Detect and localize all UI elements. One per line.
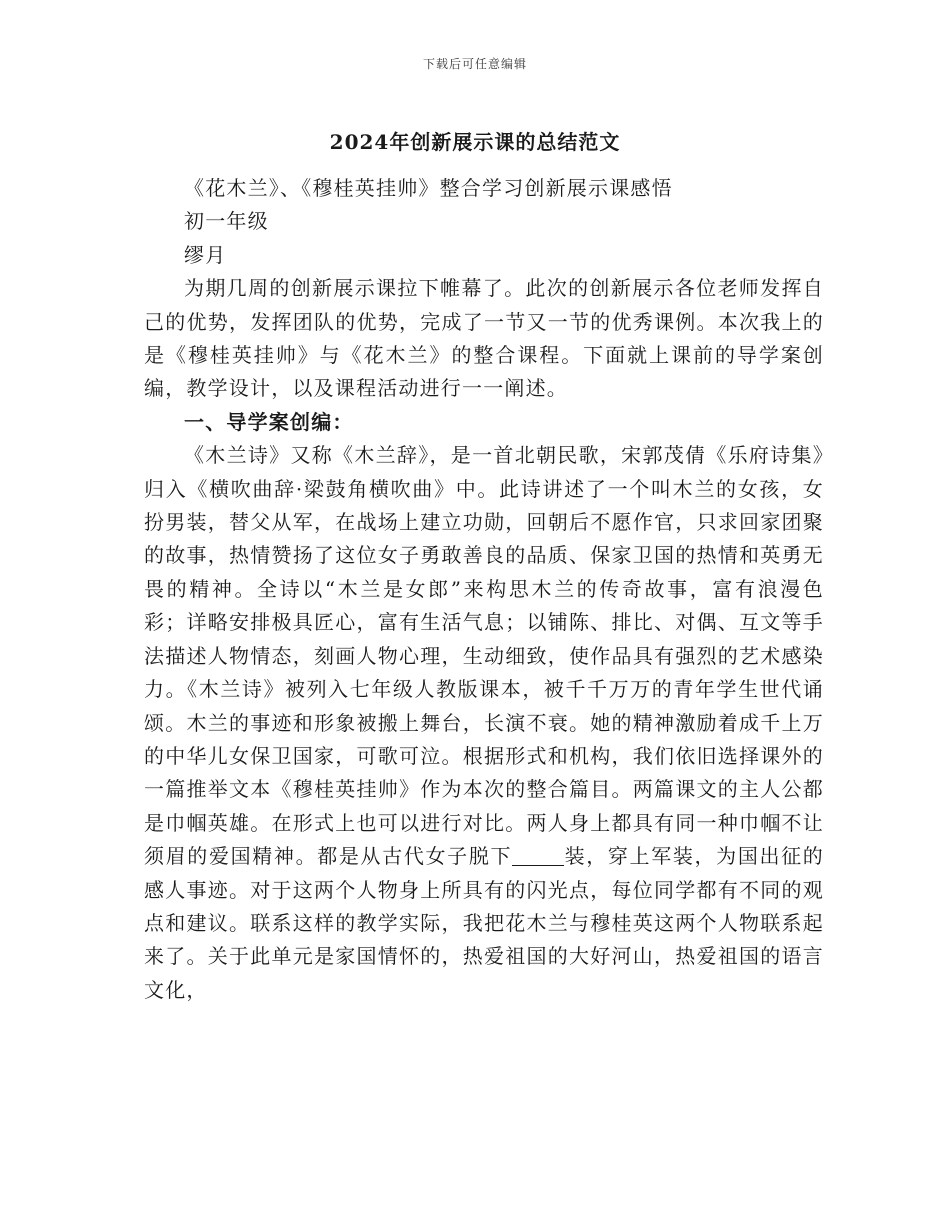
- document-body: [144, 172, 824, 1007]
- section-heading: 一、导学案创编：: [184, 409, 354, 434]
- grade-line: 初一年级: [184, 209, 269, 234]
- page-header-note: 下载后可任意编辑: [422, 57, 527, 71]
- author-line: 缪月: [184, 242, 227, 267]
- document-title: 2024年创新展示课的总结范文: [329, 130, 621, 154]
- document-subtitle: 《花木兰》、《穆桂英挂帅》整合学习创新展示课感悟: [184, 176, 673, 200]
- body-paragraph: [144, 439, 824, 1007]
- body-text-part-2: 装，穿上军装，为国出征的感人事迹。对于这两个人物身上所具有的闪光点，每位同学都有不同的观点和建议。联系这样的教学实际，我把花木兰与穆桂英这两个人物联系起来了。关于此单元是家国情怀的，热爱祖国的大好河山，热爱祖国的语言文化，: [144, 844, 824, 1002]
- intro-paragraph: 为期几周的创新展示课拉下帷幕了。此次的创新展示各位老师发挥自己的优势，发挥团队的优势，完成了一节又一节的优秀课例。本次我上的是《穆桂英挂帅》与《花木兰》的整合课程。下面就上课前的导学案创编，教学设计，以及课程活动进行一一阐述。: [144, 276, 824, 401]
- body-text-part-1: 《木兰诗》又称《木兰辞》，是一首北朝民歌，宋郭茂倩《乐府诗集》归入《横吹曲辞·梁鼓角横吹曲》中。此诗讲述了一个叫木兰的女孩，女扮男装，替父从军，在战场上建立功勋，回朝后不愿作官，只求回家团聚的故事，热情赞扬了这位女子勇敢善良的品质、保家卫国的热情和英勇无畏的精神。全诗以“木兰是女郎”来构思木兰的传奇故事，富有浪漫色彩；详略安排极具匠心，富有生活气息；以铺陈、排比、对偶、互文等手法描述人物情态，刻画人物心理，生动细致，使作品具有强烈的艺术感染力。《木兰诗》被列入七年级人教版课本，被千千万万的青年学生世代诵颂。木兰的事迹和形象被搬上舞台，长演不衰。她的精神激励着成千上万的中华儿女保卫国家，可歌可泣。根据形式和机构，我们依旧选择课外的一篇推举文本《穆桂英挂帅》作为本次的整合篇目。两篇课文的主人公都是巾帼英雄。在形式上也可以进行对比。两人身上都具有同一种巾帼不让须眉的爱国精神。都是从古代女子脱下: [144, 443, 824, 869]
- fill-in-blank: [512, 845, 564, 866]
